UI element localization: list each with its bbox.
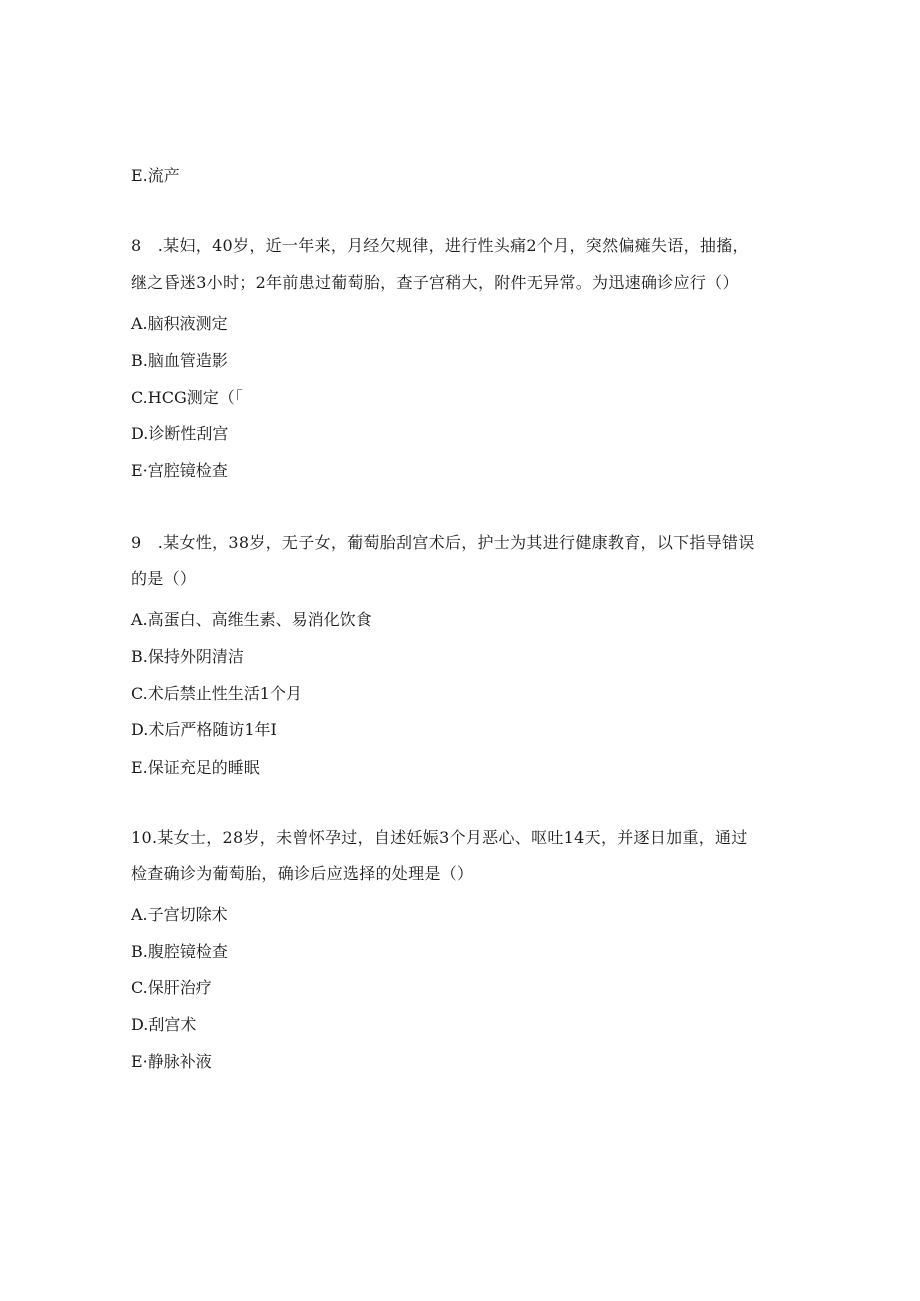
question-9-line-1: 9 .某女性，38岁，无子女，葡萄胎刮宫术后，护士为其进行健康教育，以下指导错误 — [131, 533, 755, 552]
question-10-option-e: E·静脉补液 — [131, 1052, 212, 1071]
question-9-option-c: C.术后禁止性生活1个月 — [131, 684, 302, 703]
question-8-option-c: C.HCG测定（「 — [131, 388, 243, 407]
question-9-option-e: E.保证充足的睡眠 — [131, 758, 260, 777]
question-8-line-2: 继之昏迷3小时；2年前患过葡萄胎，查子宫稍大，附件无异常。为迅速确诊应行（） — [131, 273, 739, 292]
question-9-option-a: A.高蛋白、高维生素、易消化饮食 — [131, 610, 372, 629]
question-10-option-c: C.保肝治疗 — [131, 978, 212, 997]
question-10-option-a: A.子宫切除术 — [131, 905, 228, 924]
question-10-option-d: D.刮宫术 — [131, 1015, 197, 1034]
question-8-line-1: 8 .某妇，40岁，近一年来，月经欠规律，进行性头痛2个月，突然偏瘫失语，抽搐， — [131, 236, 749, 255]
question-9-option-d: D.术后严格随访1年I — [131, 720, 277, 739]
question-10-option-b: B.腹腔镜检查 — [131, 942, 228, 961]
option-e-fragment: E.流产 — [131, 166, 180, 185]
question-8-option-d: D.诊断性刮宫 — [131, 424, 229, 443]
question-8-option-b: B.脑血管造影 — [131, 351, 228, 370]
question-9-option-b: B.保持外阴清洁 — [131, 647, 244, 666]
question-10-line-2: 检查确诊为葡萄胎，确诊后应选择的处理是（） — [131, 864, 474, 883]
question-10-line-1: 10.某女士，28岁，未曾怀孕过，自述妊娠3个月恶心、呕吐14天，并逐日加重，通过 — [131, 828, 748, 847]
question-8-option-a: A.脑积液测定 — [131, 314, 228, 333]
question-8-option-e: E·宫腔镜检查 — [131, 461, 228, 480]
question-9-line-2: 的是（） — [131, 569, 197, 588]
